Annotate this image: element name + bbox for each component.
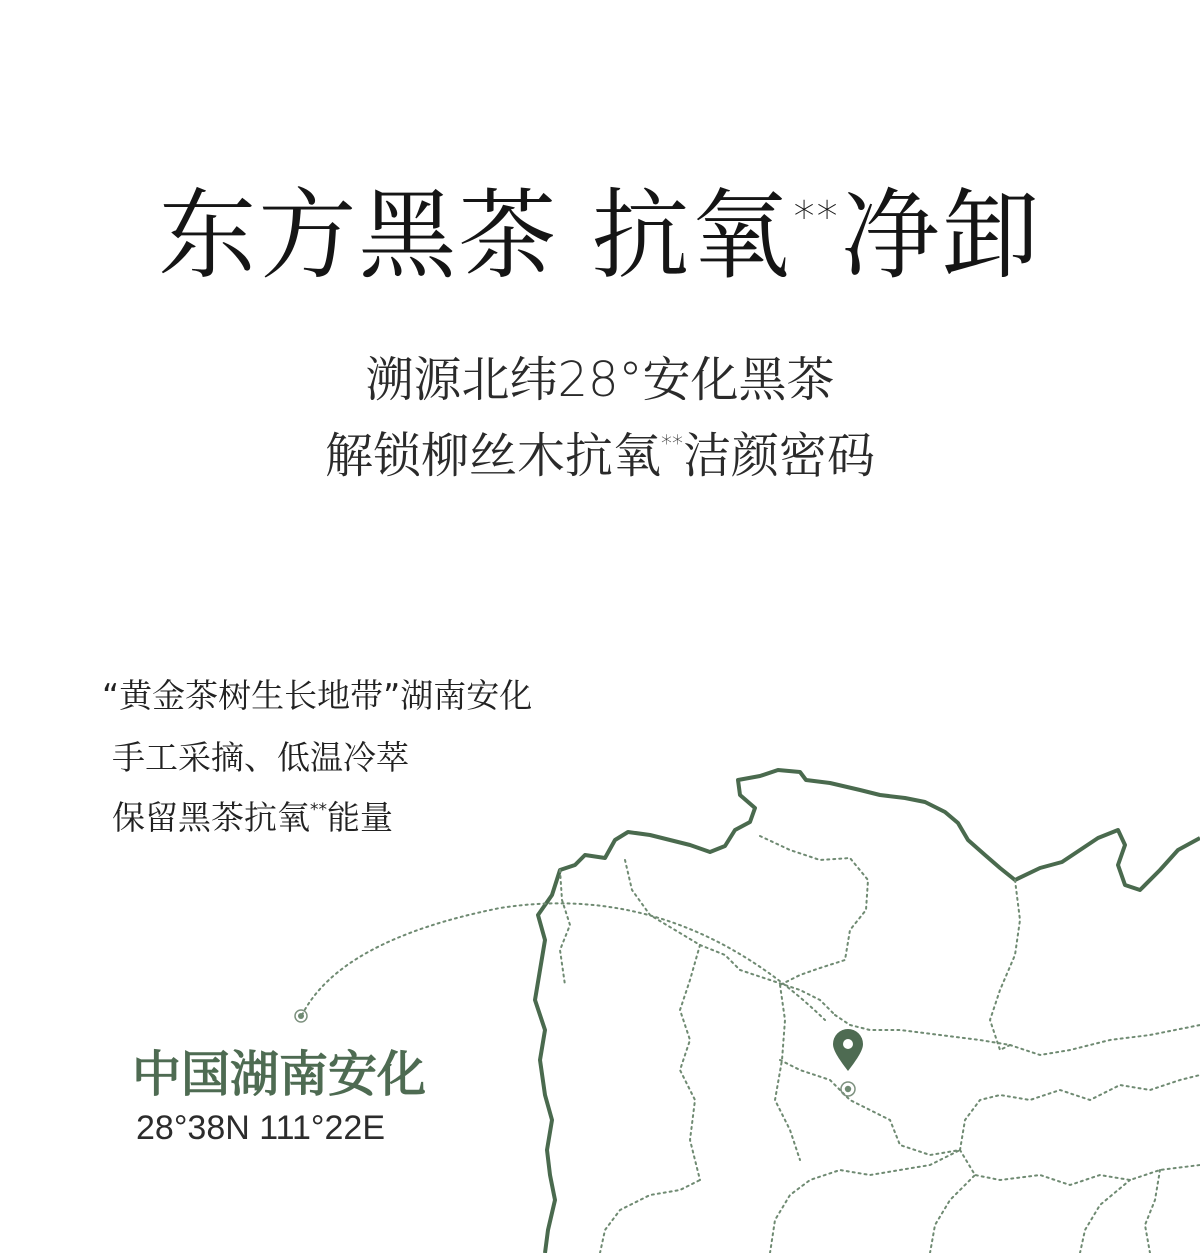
location-name: 中国湖南安化: [132, 1046, 427, 1103]
description-mark: **: [310, 800, 327, 820]
location-coordinates: 28°38N 111°22E: [136, 1109, 386, 1147]
subtitle-line-2-post: 洁颜密码: [683, 428, 876, 484]
description-line-3-pre: 保留黑茶抗氧: [112, 798, 310, 837]
subtitle-line-2-pre: 解锁柳丝木抗氧: [324, 428, 661, 484]
description-line-3: [112, 798, 393, 838]
origin-dot: [295, 1010, 307, 1022]
subtitle-line-1: 溯源北纬28°安化黑茶: [365, 352, 835, 408]
target-dot: [841, 1082, 855, 1096]
province-borders: [560, 836, 1200, 1253]
headline-mark: **: [793, 192, 840, 241]
map-pin-icon: [833, 1029, 863, 1071]
headline-main: 东方黑茶 抗氧: [158, 179, 792, 293]
description-line-3-post: 能量: [327, 798, 393, 837]
description-line-2: 手工采摘、低温冷萃: [112, 738, 409, 777]
description-line-1: “黄金茶树生长地带”湖南安化: [102, 676, 533, 715]
subtitle-mark: **: [661, 432, 683, 457]
headline-tail: 净卸: [841, 179, 1042, 293]
map-outline: [535, 770, 1200, 1253]
connector-arc: [302, 903, 825, 1020]
